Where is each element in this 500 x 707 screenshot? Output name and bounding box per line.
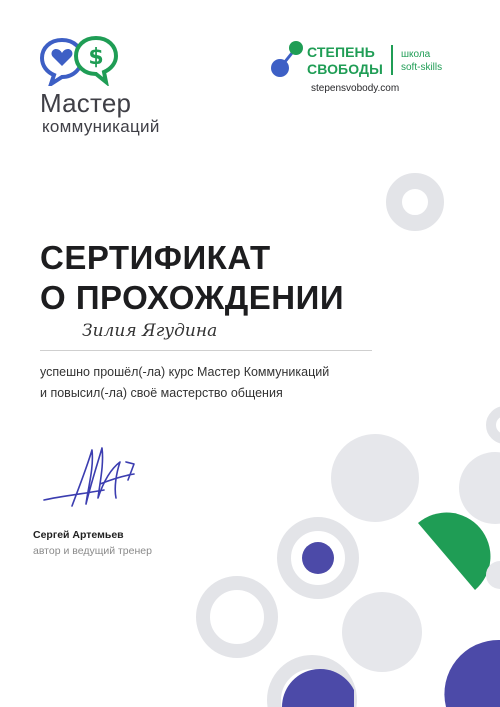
logo-title-line2: коммуникаций xyxy=(42,117,160,136)
indigo-quarter-decoration xyxy=(444,640,500,707)
heart-and-dollar-chat-bubbles-icon xyxy=(40,36,120,86)
signer-role: автор и ведущий тренер xyxy=(33,545,152,557)
ring-decoration xyxy=(491,411,500,439)
logo-title-line1: Мастер xyxy=(40,88,132,118)
ring-decoration xyxy=(394,181,436,223)
brand-line1: СТЕПЕНЬ xyxy=(307,44,375,60)
title-line1: СЕРТИФИКАТ xyxy=(40,239,271,276)
title-line2: О ПРОХОЖДЕНИИ xyxy=(40,279,345,316)
name-underline xyxy=(40,350,372,351)
dot-decoration xyxy=(302,542,334,574)
certificate-title xyxy=(40,238,344,318)
brand-divider xyxy=(391,45,393,75)
signature-image xyxy=(42,440,152,520)
signer-name: Сергей Артемьев xyxy=(33,529,124,541)
svg-text:$: $ xyxy=(88,45,104,70)
green-wedge-decoration xyxy=(418,513,490,590)
website-link[interactable]: stepensvobody.com xyxy=(311,83,400,94)
description-line1: успешно прошёл(-ла) курс Мастер Коммуникаций xyxy=(40,365,330,379)
school-logo xyxy=(270,40,470,100)
circle-decoration xyxy=(331,434,419,522)
circle-decoration xyxy=(459,452,500,524)
certificate-description xyxy=(40,362,329,404)
school-label: школа xyxy=(401,49,431,60)
softskills-label: soft-skills xyxy=(401,62,443,73)
recipient-name: Зилия Ягудина xyxy=(82,321,218,341)
ring-decoration xyxy=(203,583,271,651)
description-line2: и повысил(-ла) своё мастерство общения xyxy=(40,386,283,400)
brand-line2: СВОБОДЫ xyxy=(307,61,383,77)
circle-decoration xyxy=(342,592,422,672)
molecule-icon xyxy=(270,40,304,80)
